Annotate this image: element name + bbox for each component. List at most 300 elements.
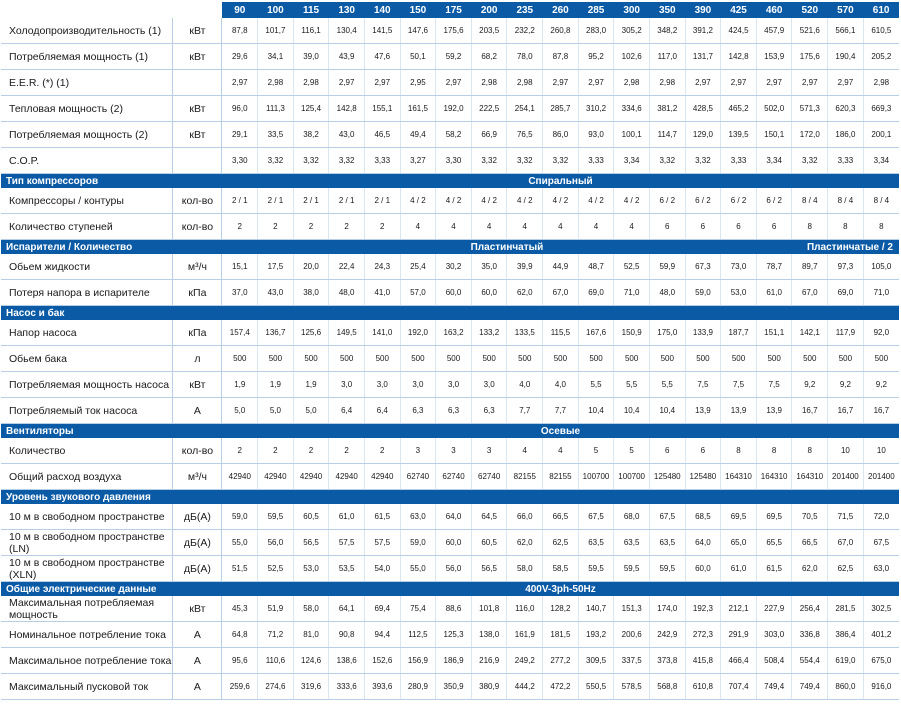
cell-value: 2,98 xyxy=(258,70,294,96)
cell-value: 164310 xyxy=(721,464,757,490)
table-row xyxy=(1,320,899,346)
cell-value: 68,0 xyxy=(614,504,650,530)
cell-value: 147,6 xyxy=(400,18,436,44)
cell-value: 259,6 xyxy=(222,674,258,700)
cell-value: 29,1 xyxy=(222,122,258,148)
row-unit: дБ(А) xyxy=(173,556,222,582)
table-row xyxy=(1,398,899,424)
cell-value: 61,0 xyxy=(721,556,757,582)
cell-value: 125480 xyxy=(685,464,721,490)
section-center-text xyxy=(222,490,899,505)
cell-value: 4 xyxy=(471,214,507,240)
cell-value: 6 / 2 xyxy=(685,188,721,214)
cell-value: 3,32 xyxy=(685,148,721,174)
cell-value: 8 / 4 xyxy=(792,188,828,214)
cell-value: 2 / 1 xyxy=(329,188,365,214)
cell-value: 94,4 xyxy=(364,622,400,648)
cell-value: 186,0 xyxy=(828,122,864,148)
cell-value: 6 xyxy=(685,214,721,240)
cell-value: 150,9 xyxy=(614,320,650,346)
cell-value: 5,5 xyxy=(578,372,614,398)
row-label: Общий расход воздуха xyxy=(1,464,173,490)
cell-value: 53,5 xyxy=(329,556,365,582)
cell-value: 277,2 xyxy=(543,648,579,674)
cell-value: 7,7 xyxy=(543,398,579,424)
cell-value: 2 xyxy=(293,438,329,464)
cell-value: 500 xyxy=(436,346,472,372)
cell-value: 138,6 xyxy=(329,648,365,674)
cell-value: 500 xyxy=(222,346,258,372)
model-header-175: 175 xyxy=(436,2,472,18)
cell-value: 4 xyxy=(436,214,472,240)
cell-value: 5,0 xyxy=(293,398,329,424)
cell-value: 500 xyxy=(293,346,329,372)
cell-value: 500 xyxy=(863,346,899,372)
cell-value: 500 xyxy=(329,346,365,372)
cell-value: 63,0 xyxy=(400,504,436,530)
cell-value: 54,0 xyxy=(364,556,400,582)
cell-value: 500 xyxy=(364,346,400,372)
cell-value: 2,97 xyxy=(543,70,579,96)
row-unit: кВт xyxy=(173,96,222,122)
section-center-text: 400V-3ph-50Hz xyxy=(222,582,899,597)
cell-value: 69,5 xyxy=(756,504,792,530)
cell-value: 415,8 xyxy=(685,648,721,674)
cell-value: 68,5 xyxy=(685,504,721,530)
cell-value: 38,0 xyxy=(293,280,329,306)
cell-value: 9,2 xyxy=(828,372,864,398)
cell-value: 4 xyxy=(543,214,579,240)
model-header-100: 100 xyxy=(258,2,294,18)
cell-value: 62740 xyxy=(436,464,472,490)
cell-value: 112,5 xyxy=(400,622,436,648)
cell-value: 222,5 xyxy=(471,96,507,122)
cell-value: 141,0 xyxy=(364,320,400,346)
cell-value: 34,1 xyxy=(258,44,294,70)
cell-value: 45,3 xyxy=(222,596,258,622)
cell-value: 444,2 xyxy=(507,674,543,700)
row-label: Количество ступеней xyxy=(1,214,173,240)
row-label: Потеря напора в испарителе xyxy=(1,280,173,306)
cell-value: 117,9 xyxy=(828,320,864,346)
cell-value: 59,5 xyxy=(258,504,294,530)
cell-value: 41,0 xyxy=(364,280,400,306)
cell-value: 67,0 xyxy=(792,280,828,306)
cell-value: 164310 xyxy=(792,464,828,490)
cell-value: 42940 xyxy=(222,464,258,490)
cell-value: 310,2 xyxy=(578,96,614,122)
row-unit xyxy=(173,148,222,174)
cell-value: 260,8 xyxy=(543,18,579,44)
cell-value: 141,5 xyxy=(364,18,400,44)
section-header xyxy=(1,306,899,321)
section-header xyxy=(1,582,899,597)
row-label: Потребляемая мощность насоса xyxy=(1,372,173,398)
cell-value: 51,9 xyxy=(258,596,294,622)
cell-value: 6 / 2 xyxy=(649,188,685,214)
cell-value: 3,32 xyxy=(507,148,543,174)
cell-value: 149,5 xyxy=(329,320,365,346)
cell-value: 13,9 xyxy=(756,398,792,424)
cell-value: 8 xyxy=(756,438,792,464)
cell-value: 401,2 xyxy=(863,622,899,648)
cell-value: 7,5 xyxy=(756,372,792,398)
cell-value: 71,0 xyxy=(614,280,650,306)
cell-value: 63,5 xyxy=(614,530,650,556)
cell-value: 5,0 xyxy=(222,398,258,424)
row-label: Обьем бака xyxy=(1,346,173,372)
cell-value: 110,6 xyxy=(258,648,294,674)
cell-value: 242,9 xyxy=(649,622,685,648)
row-unit: л xyxy=(173,346,222,372)
row-unit: кПа xyxy=(173,320,222,346)
cell-value: 302,5 xyxy=(863,596,899,622)
cell-value: 55,0 xyxy=(400,556,436,582)
cell-value: 3,32 xyxy=(258,148,294,174)
cell-value: 3,0 xyxy=(364,372,400,398)
cell-value: 2,98 xyxy=(614,70,650,96)
cell-value: 38,2 xyxy=(293,122,329,148)
row-label: Тепловая мощность (2) xyxy=(1,96,173,122)
cell-value: 59,5 xyxy=(649,556,685,582)
cell-value: 7,5 xyxy=(685,372,721,398)
cell-value: 500 xyxy=(756,346,792,372)
cell-value: 675,0 xyxy=(863,648,899,674)
cell-value: 232,2 xyxy=(507,18,543,44)
model-header-285: 285 xyxy=(578,2,614,18)
cell-value: 24,3 xyxy=(364,254,400,280)
table-row xyxy=(1,122,899,148)
spec-table-body xyxy=(1,18,899,700)
cell-value: 93,0 xyxy=(578,122,614,148)
cell-value: 72,0 xyxy=(863,504,899,530)
cell-value: 59,0 xyxy=(685,280,721,306)
cell-value: 3 xyxy=(436,438,472,464)
cell-value: 201400 xyxy=(863,464,899,490)
cell-value: 6,4 xyxy=(329,398,365,424)
cell-value: 4 xyxy=(400,214,436,240)
cell-value: 8 / 4 xyxy=(828,188,864,214)
row-unit: дБ(А) xyxy=(173,504,222,530)
cell-value: 10,4 xyxy=(578,398,614,424)
cell-value: 125,3 xyxy=(436,622,472,648)
table-row xyxy=(1,372,899,398)
cell-value: 3,34 xyxy=(756,148,792,174)
cell-value: 8 xyxy=(721,438,757,464)
cell-value: 6 xyxy=(685,438,721,464)
cell-value: 550,5 xyxy=(578,674,614,700)
row-unit: кол-во xyxy=(173,438,222,464)
section-title: Общие электрические данные xyxy=(1,582,222,597)
row-unit: кВт xyxy=(173,44,222,70)
cell-value: 610,5 xyxy=(863,18,899,44)
cell-value: 115,5 xyxy=(543,320,579,346)
row-label: 10 м в свободном пространстве (LN) xyxy=(1,530,173,556)
cell-value: 152,6 xyxy=(364,648,400,674)
cell-value: 95,2 xyxy=(578,44,614,70)
cell-value: 67,0 xyxy=(543,280,579,306)
cell-value: 254,1 xyxy=(507,96,543,122)
cell-value: 90,8 xyxy=(329,622,365,648)
cell-value: 62740 xyxy=(400,464,436,490)
cell-value: 124,6 xyxy=(293,648,329,674)
cell-value: 175,6 xyxy=(792,44,828,70)
cell-value: 161,9 xyxy=(507,622,543,648)
cell-value: 860,0 xyxy=(828,674,864,700)
cell-value: 500 xyxy=(471,346,507,372)
cell-value: 62,0 xyxy=(507,530,543,556)
cell-value: 43,0 xyxy=(329,122,365,148)
model-header-520: 520 xyxy=(792,2,828,18)
cell-value: 64,0 xyxy=(685,530,721,556)
section-center-text: Осевые xyxy=(222,424,899,439)
cell-value: 2,98 xyxy=(507,70,543,96)
cell-value: 749,4 xyxy=(756,674,792,700)
cell-value: 164310 xyxy=(756,464,792,490)
cell-value: 3,34 xyxy=(614,148,650,174)
cell-value: 56,0 xyxy=(436,556,472,582)
cell-value: 37,0 xyxy=(222,280,258,306)
cell-value: 69,0 xyxy=(828,280,864,306)
model-header-260: 260 xyxy=(543,2,579,18)
cell-value: 39,0 xyxy=(293,44,329,70)
cell-value: 67,0 xyxy=(828,530,864,556)
cell-value: 125,4 xyxy=(293,96,329,122)
cell-value: 2,98 xyxy=(649,70,685,96)
cell-value: 500 xyxy=(400,346,436,372)
row-unit: кВт xyxy=(173,18,222,44)
cell-value: 4 / 2 xyxy=(507,188,543,214)
cell-value: 62,5 xyxy=(828,556,864,582)
cell-value: 96,0 xyxy=(222,96,258,122)
cell-value: 749,4 xyxy=(792,674,828,700)
cell-value: 2,98 xyxy=(293,70,329,96)
cell-value: 116,1 xyxy=(293,18,329,44)
cell-value: 393,6 xyxy=(364,674,400,700)
cell-value: 65,0 xyxy=(721,530,757,556)
cell-value: 2,97 xyxy=(222,70,258,96)
cell-value: 153,9 xyxy=(756,44,792,70)
cell-value: 4 / 2 xyxy=(471,188,507,214)
cell-value: 131,7 xyxy=(685,44,721,70)
cell-value: 2,97 xyxy=(756,70,792,96)
cell-value: 105,0 xyxy=(863,254,899,280)
cell-value: 2,98 xyxy=(471,70,507,96)
row-unit: кПа xyxy=(173,280,222,306)
cell-value: 187,7 xyxy=(721,320,757,346)
cell-value: 62,5 xyxy=(543,530,579,556)
row-label: Обьем жидкости xyxy=(1,254,173,280)
cell-value: 186,9 xyxy=(436,648,472,674)
model-header-300: 300 xyxy=(614,2,650,18)
cell-value: 2 xyxy=(258,214,294,240)
cell-value: 82155 xyxy=(543,464,579,490)
cell-value: 500 xyxy=(685,346,721,372)
cell-value: 60,5 xyxy=(471,530,507,556)
section-header xyxy=(1,424,899,439)
cell-value: 128,2 xyxy=(543,596,579,622)
cell-value: 95,6 xyxy=(222,648,258,674)
cell-value: 60,5 xyxy=(293,504,329,530)
cell-value: 6 / 2 xyxy=(756,188,792,214)
cell-value: 133,2 xyxy=(471,320,507,346)
cell-value: 102,6 xyxy=(614,44,650,70)
table-row xyxy=(1,148,899,174)
cell-value: 172,0 xyxy=(792,122,828,148)
cell-value: 200,1 xyxy=(863,122,899,148)
cell-value: 500 xyxy=(721,346,757,372)
cell-value: 100700 xyxy=(614,464,650,490)
cell-value: 3,0 xyxy=(436,372,472,398)
cell-value: 1,9 xyxy=(222,372,258,398)
table-row xyxy=(1,254,899,280)
cell-value: 3 xyxy=(400,438,436,464)
cell-value: 2,97 xyxy=(364,70,400,96)
spec-table xyxy=(1,2,899,700)
cell-value: 151,3 xyxy=(614,596,650,622)
model-header-235: 235 xyxy=(507,2,543,18)
cell-value: 136,7 xyxy=(258,320,294,346)
cell-value: 142,8 xyxy=(721,44,757,70)
section-header xyxy=(1,240,899,255)
cell-value: 2 / 1 xyxy=(364,188,400,214)
cell-value: 100,1 xyxy=(614,122,650,148)
section-title: Испарители / Количество xyxy=(1,240,222,255)
section-title: Вентиляторы xyxy=(1,424,222,439)
cell-value: 66,0 xyxy=(507,504,543,530)
cell-value: 3,32 xyxy=(792,148,828,174)
cell-value: 3,32 xyxy=(471,148,507,174)
cell-value: 56,0 xyxy=(258,530,294,556)
cell-value: 97,3 xyxy=(828,254,864,280)
cell-value: 181,5 xyxy=(543,622,579,648)
cell-value: 89,7 xyxy=(792,254,828,280)
cell-value: 59,9 xyxy=(649,254,685,280)
row-label: Потребляемая мощность (2) xyxy=(1,122,173,148)
cell-value: 88,6 xyxy=(436,596,472,622)
model-header-140: 140 xyxy=(364,2,400,18)
cell-value: 43,0 xyxy=(258,280,294,306)
model-header-570: 570 xyxy=(828,2,864,18)
cell-value: 16,7 xyxy=(863,398,899,424)
cell-value: 619,0 xyxy=(828,648,864,674)
cell-value: 216,9 xyxy=(471,648,507,674)
cell-value: 502,0 xyxy=(756,96,792,122)
cell-value: 2 xyxy=(222,214,258,240)
cell-value: 48,7 xyxy=(578,254,614,280)
cell-value: 55,0 xyxy=(222,530,258,556)
cell-value: 68,2 xyxy=(471,44,507,70)
section-header xyxy=(1,490,899,505)
cell-value: 2 / 1 xyxy=(258,188,294,214)
table-row xyxy=(1,504,899,530)
cell-value: 117,0 xyxy=(649,44,685,70)
cell-value: 3,0 xyxy=(471,372,507,398)
cell-value: 2 xyxy=(329,214,365,240)
cell-value: 274,6 xyxy=(258,674,294,700)
cell-value: 333,6 xyxy=(329,674,365,700)
cell-value: 63,5 xyxy=(649,530,685,556)
cell-value: 62,0 xyxy=(792,556,828,582)
cell-value: 13,9 xyxy=(721,398,757,424)
cell-value: 4 / 2 xyxy=(400,188,436,214)
cell-value: 8 xyxy=(828,214,864,240)
cell-value: 500 xyxy=(614,346,650,372)
cell-value: 10,4 xyxy=(614,398,650,424)
cell-value: 86,0 xyxy=(543,122,579,148)
cell-value: 200,6 xyxy=(614,622,650,648)
cell-value: 3,0 xyxy=(400,372,436,398)
cell-value: 334,6 xyxy=(614,96,650,122)
cell-value: 133,9 xyxy=(685,320,721,346)
cell-value: 4,0 xyxy=(543,372,579,398)
cell-value: 73,0 xyxy=(721,254,757,280)
cell-value: 60,0 xyxy=(471,280,507,306)
cell-value: 190,4 xyxy=(828,44,864,70)
cell-value: 2 xyxy=(293,214,329,240)
cell-value: 57,5 xyxy=(329,530,365,556)
cell-value: 9,2 xyxy=(863,372,899,398)
cell-value: 61,5 xyxy=(756,556,792,582)
table-row xyxy=(1,596,899,622)
cell-value: 157,4 xyxy=(222,320,258,346)
row-label: Максимальная потребляемая мощность xyxy=(1,596,173,622)
cell-value: 2,97 xyxy=(721,70,757,96)
cell-value: 3,33 xyxy=(364,148,400,174)
cell-value: 2 / 1 xyxy=(222,188,258,214)
cell-value: 256,4 xyxy=(792,596,828,622)
cell-value: 58,0 xyxy=(293,596,329,622)
cell-value: 60,0 xyxy=(436,530,472,556)
cell-value: 15,1 xyxy=(222,254,258,280)
cell-value: 42940 xyxy=(293,464,329,490)
cell-value: 50,1 xyxy=(400,44,436,70)
row-unit: А xyxy=(173,674,222,700)
table-row xyxy=(1,648,899,674)
cell-value: 373,8 xyxy=(649,648,685,674)
cell-value: 69,4 xyxy=(364,596,400,622)
model-header-425: 425 xyxy=(721,2,757,18)
table-row xyxy=(1,188,899,214)
row-unit xyxy=(173,70,222,96)
cell-value: 133,5 xyxy=(507,320,543,346)
cell-value: 3,27 xyxy=(400,148,436,174)
cell-value: 81,0 xyxy=(293,622,329,648)
row-label: Количество xyxy=(1,438,173,464)
cell-value: 6 xyxy=(721,214,757,240)
row-label: 10 м в свободном пространстве xyxy=(1,504,173,530)
cell-value: 3,32 xyxy=(543,148,579,174)
table-row xyxy=(1,96,899,122)
cell-value: 140,7 xyxy=(578,596,614,622)
cell-value: 554,4 xyxy=(792,648,828,674)
cell-value: 101,7 xyxy=(258,18,294,44)
cell-value: 155,1 xyxy=(364,96,400,122)
cell-value: 500 xyxy=(507,346,543,372)
cell-value: 2,95 xyxy=(400,70,436,96)
cell-value: 8 xyxy=(792,214,828,240)
section-title: Тип компрессоров xyxy=(1,174,222,189)
cell-value: 381,2 xyxy=(649,96,685,122)
section-title: Уровень звукового давления xyxy=(1,490,222,505)
cell-value: 391,2 xyxy=(685,18,721,44)
cell-value: 111,3 xyxy=(258,96,294,122)
cell-value: 4 / 2 xyxy=(614,188,650,214)
table-row xyxy=(1,346,899,372)
cell-value: 71,0 xyxy=(863,280,899,306)
cell-value: 114,7 xyxy=(649,122,685,148)
cell-value: 59,2 xyxy=(436,44,472,70)
